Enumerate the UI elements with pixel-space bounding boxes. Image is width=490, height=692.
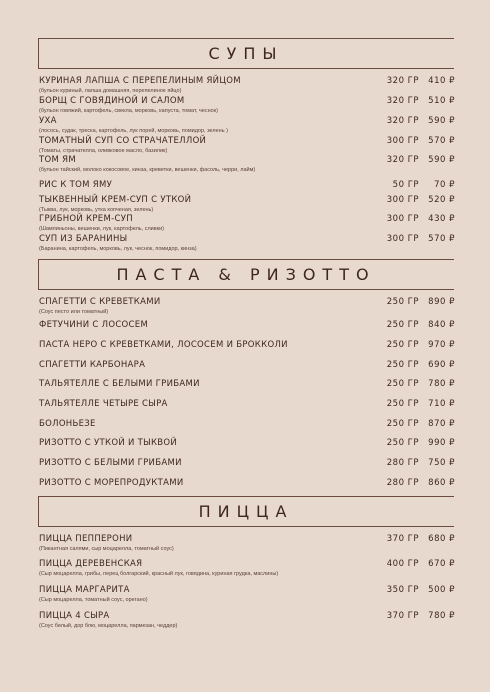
item-price: 970 ₽ bbox=[428, 340, 455, 350]
item-price: 520 ₽ bbox=[428, 195, 455, 205]
item-description: (Томаты, страчателла, оливковое масло, базилик) bbox=[39, 148, 168, 154]
item-weight: 250 ГР bbox=[386, 297, 419, 307]
item-name: ПИЦЦА ДЕРЕВЕНСКАЯ bbox=[39, 559, 143, 569]
item-description: (Соус песто или томатный) bbox=[39, 309, 109, 315]
item-weight: 250 ГР bbox=[386, 438, 419, 448]
item-price: 590 ₽ bbox=[428, 116, 455, 126]
item-weight: 250 ГР bbox=[386, 419, 419, 429]
item-name: БОРЩ С ГОВЯДИНОЙ И САЛОМ bbox=[39, 96, 185, 106]
item-name: ТОМАТНЫЙ СУП СО СТРАЧАТЕЛЛОЙ bbox=[39, 136, 207, 146]
item-weight: 370 ГР bbox=[386, 611, 419, 621]
item-name: РИЗОТТО С МОРЕПРОДУКТАМИ bbox=[39, 478, 184, 488]
item-name: ТАЛЬЯТЕЛЛЕ ЧЕТЫРЕ СЫРА bbox=[39, 399, 168, 409]
item-name: КУРИНАЯ ЛАПША С ПЕРЕПЕЛИНЫМ ЯЙЦОМ bbox=[39, 76, 241, 86]
item-price: 70 ₽ bbox=[434, 180, 455, 190]
item-name: РИС К ТОМ ЯМУ bbox=[39, 180, 113, 190]
item-weight: 280 ГР bbox=[386, 478, 419, 488]
item-weight: 350 ГР bbox=[386, 585, 419, 595]
item-weight: 250 ГР bbox=[386, 360, 419, 370]
divider bbox=[38, 38, 454, 39]
divider bbox=[38, 68, 454, 69]
divider bbox=[38, 289, 454, 290]
item-weight: 250 ГР bbox=[386, 379, 419, 389]
item-price: 870 ₽ bbox=[428, 419, 455, 429]
divider bbox=[38, 526, 454, 527]
section-title: СУПЫ bbox=[208, 44, 284, 63]
item-name: БОЛОНЬЕЗЕ bbox=[39, 419, 96, 429]
item-price: 500 ₽ bbox=[428, 585, 455, 595]
item-price: 890 ₽ bbox=[428, 297, 455, 307]
item-price: 690 ₽ bbox=[428, 360, 455, 370]
item-name: РИЗОТТО С УТКОЙ И ТЫКВОЙ bbox=[39, 438, 178, 448]
item-price: 670 ₽ bbox=[428, 559, 455, 569]
item-price: 430 ₽ bbox=[428, 214, 455, 224]
item-price: 570 ₽ bbox=[428, 234, 455, 244]
item-description: (Пикантная салями, сыр моцарелла, томатный соус) bbox=[39, 546, 174, 552]
item-description: (лосось, судак, треска, картофель, лук порей, морковь, помидор, зелень ) bbox=[39, 128, 228, 134]
item-price: 510 ₽ bbox=[428, 96, 455, 106]
item-weight: 320 ГР bbox=[386, 155, 419, 165]
item-description: (бульон тайский, молоко кокосовое, кинза, креветки, вешенки, фасоль, черри, лайм) bbox=[39, 167, 256, 173]
item-weight: 300 ГР bbox=[386, 136, 419, 146]
item-description: (Сыр моцарелла, грибы, перец болгарский, красный лук, говядина, куриная грудка, маслины) bbox=[39, 571, 279, 577]
item-price: 680 ₽ bbox=[428, 534, 455, 544]
item-description: (Тыква, лук, морковь, утка копченая, зелень) bbox=[39, 207, 154, 213]
item-weight: 280 ГР bbox=[386, 458, 419, 468]
item-name: ПИЦЦА МАРГАРИТА bbox=[39, 585, 130, 595]
divider bbox=[38, 259, 454, 260]
item-name: ПИЦЦА 4 СЫРА bbox=[39, 611, 110, 621]
item-price: 780 ₽ bbox=[428, 379, 455, 389]
item-price: 590 ₽ bbox=[428, 155, 455, 165]
item-description: (Баранина, картофель, морковь, лук, чеснок, помидор, кинза) bbox=[39, 246, 197, 252]
item-description: (Шампиньоны, вешенки, лук, картофель, сливки) bbox=[39, 226, 164, 232]
item-price: 750 ₽ bbox=[428, 458, 455, 468]
item-weight: 320 ГР bbox=[386, 76, 419, 86]
item-weight: 370 ГР bbox=[386, 534, 419, 544]
section-header-soups bbox=[38, 38, 454, 68]
item-weight: 300 ГР bbox=[386, 214, 419, 224]
item-price: 990 ₽ bbox=[428, 438, 455, 448]
item-name: СПАГЕТТИ КАРБОНАРА bbox=[39, 360, 146, 370]
item-name: ФЕТУЧИНИ С ЛОСОСЕМ bbox=[39, 320, 149, 330]
item-name: УХА bbox=[39, 116, 57, 126]
item-name: ГРИБНОЙ КРЕМ-СУП bbox=[39, 214, 133, 224]
item-weight: 250 ГР bbox=[386, 320, 419, 330]
section-title: ПАСТА & РИЗОТТО bbox=[116, 265, 376, 284]
item-name: СПАГЕТТИ С КРЕВЕТКАМИ bbox=[39, 297, 161, 307]
item-price: 410 ₽ bbox=[428, 76, 455, 86]
section-header-pasta-risotto bbox=[38, 259, 454, 289]
item-name: ПАСТА НЕРО С КРЕВЕТКАМИ, ЛОСОСЕМ И БРОККОЛИ bbox=[39, 340, 288, 350]
item-name: ПИЦЦА ПЕППЕРОНИ bbox=[39, 534, 133, 544]
section-header-pizza bbox=[38, 496, 454, 526]
item-price: 710 ₽ bbox=[428, 399, 455, 409]
item-name: ТАЛЬЯТЕЛЛЕ С БЕЛЫМИ ГРИБАМИ bbox=[39, 379, 200, 389]
item-weight: 300 ГР bbox=[386, 195, 419, 205]
item-weight: 250 ГР bbox=[386, 399, 419, 409]
item-weight: 300 ГР bbox=[386, 234, 419, 244]
item-price: 780 ₽ bbox=[428, 611, 455, 621]
item-description: (Сыр моцарелла, томатный соус, орегано) bbox=[39, 597, 148, 603]
item-price: 840 ₽ bbox=[428, 320, 455, 330]
item-description: (бульон говяжий, картофель, свекла, морковь, капуста, томат, чеснок) bbox=[39, 108, 218, 114]
item-description: (бульон куриный, лапша домашняя, перепелиное яйцо) bbox=[39, 88, 182, 94]
item-price: 860 ₽ bbox=[428, 478, 455, 488]
item-weight: 400 ГР bbox=[386, 559, 419, 569]
item-name: ТЫКВЕННЫЙ КРЕМ-СУП С УТКОЙ bbox=[39, 195, 192, 205]
item-name: СУП ИЗ БАРАНИНЫ bbox=[39, 234, 128, 244]
item-weight: 320 ГР bbox=[386, 96, 419, 106]
item-weight: 320 ГР bbox=[386, 116, 419, 126]
section-title: ПИЦЦА bbox=[198, 502, 294, 521]
divider bbox=[38, 496, 454, 497]
item-weight: 50 ГР bbox=[392, 180, 419, 190]
item-price: 570 ₽ bbox=[428, 136, 455, 146]
item-name: ТОМ ЯМ bbox=[39, 155, 76, 165]
item-name: РИЗОТТО С БЕЛЫМИ ГРИБАМИ bbox=[39, 458, 182, 468]
item-description: (Соус белый, дор блю, моцарелла, пармезан, чеддер) bbox=[39, 623, 178, 629]
item-weight: 250 ГР bbox=[386, 340, 419, 350]
